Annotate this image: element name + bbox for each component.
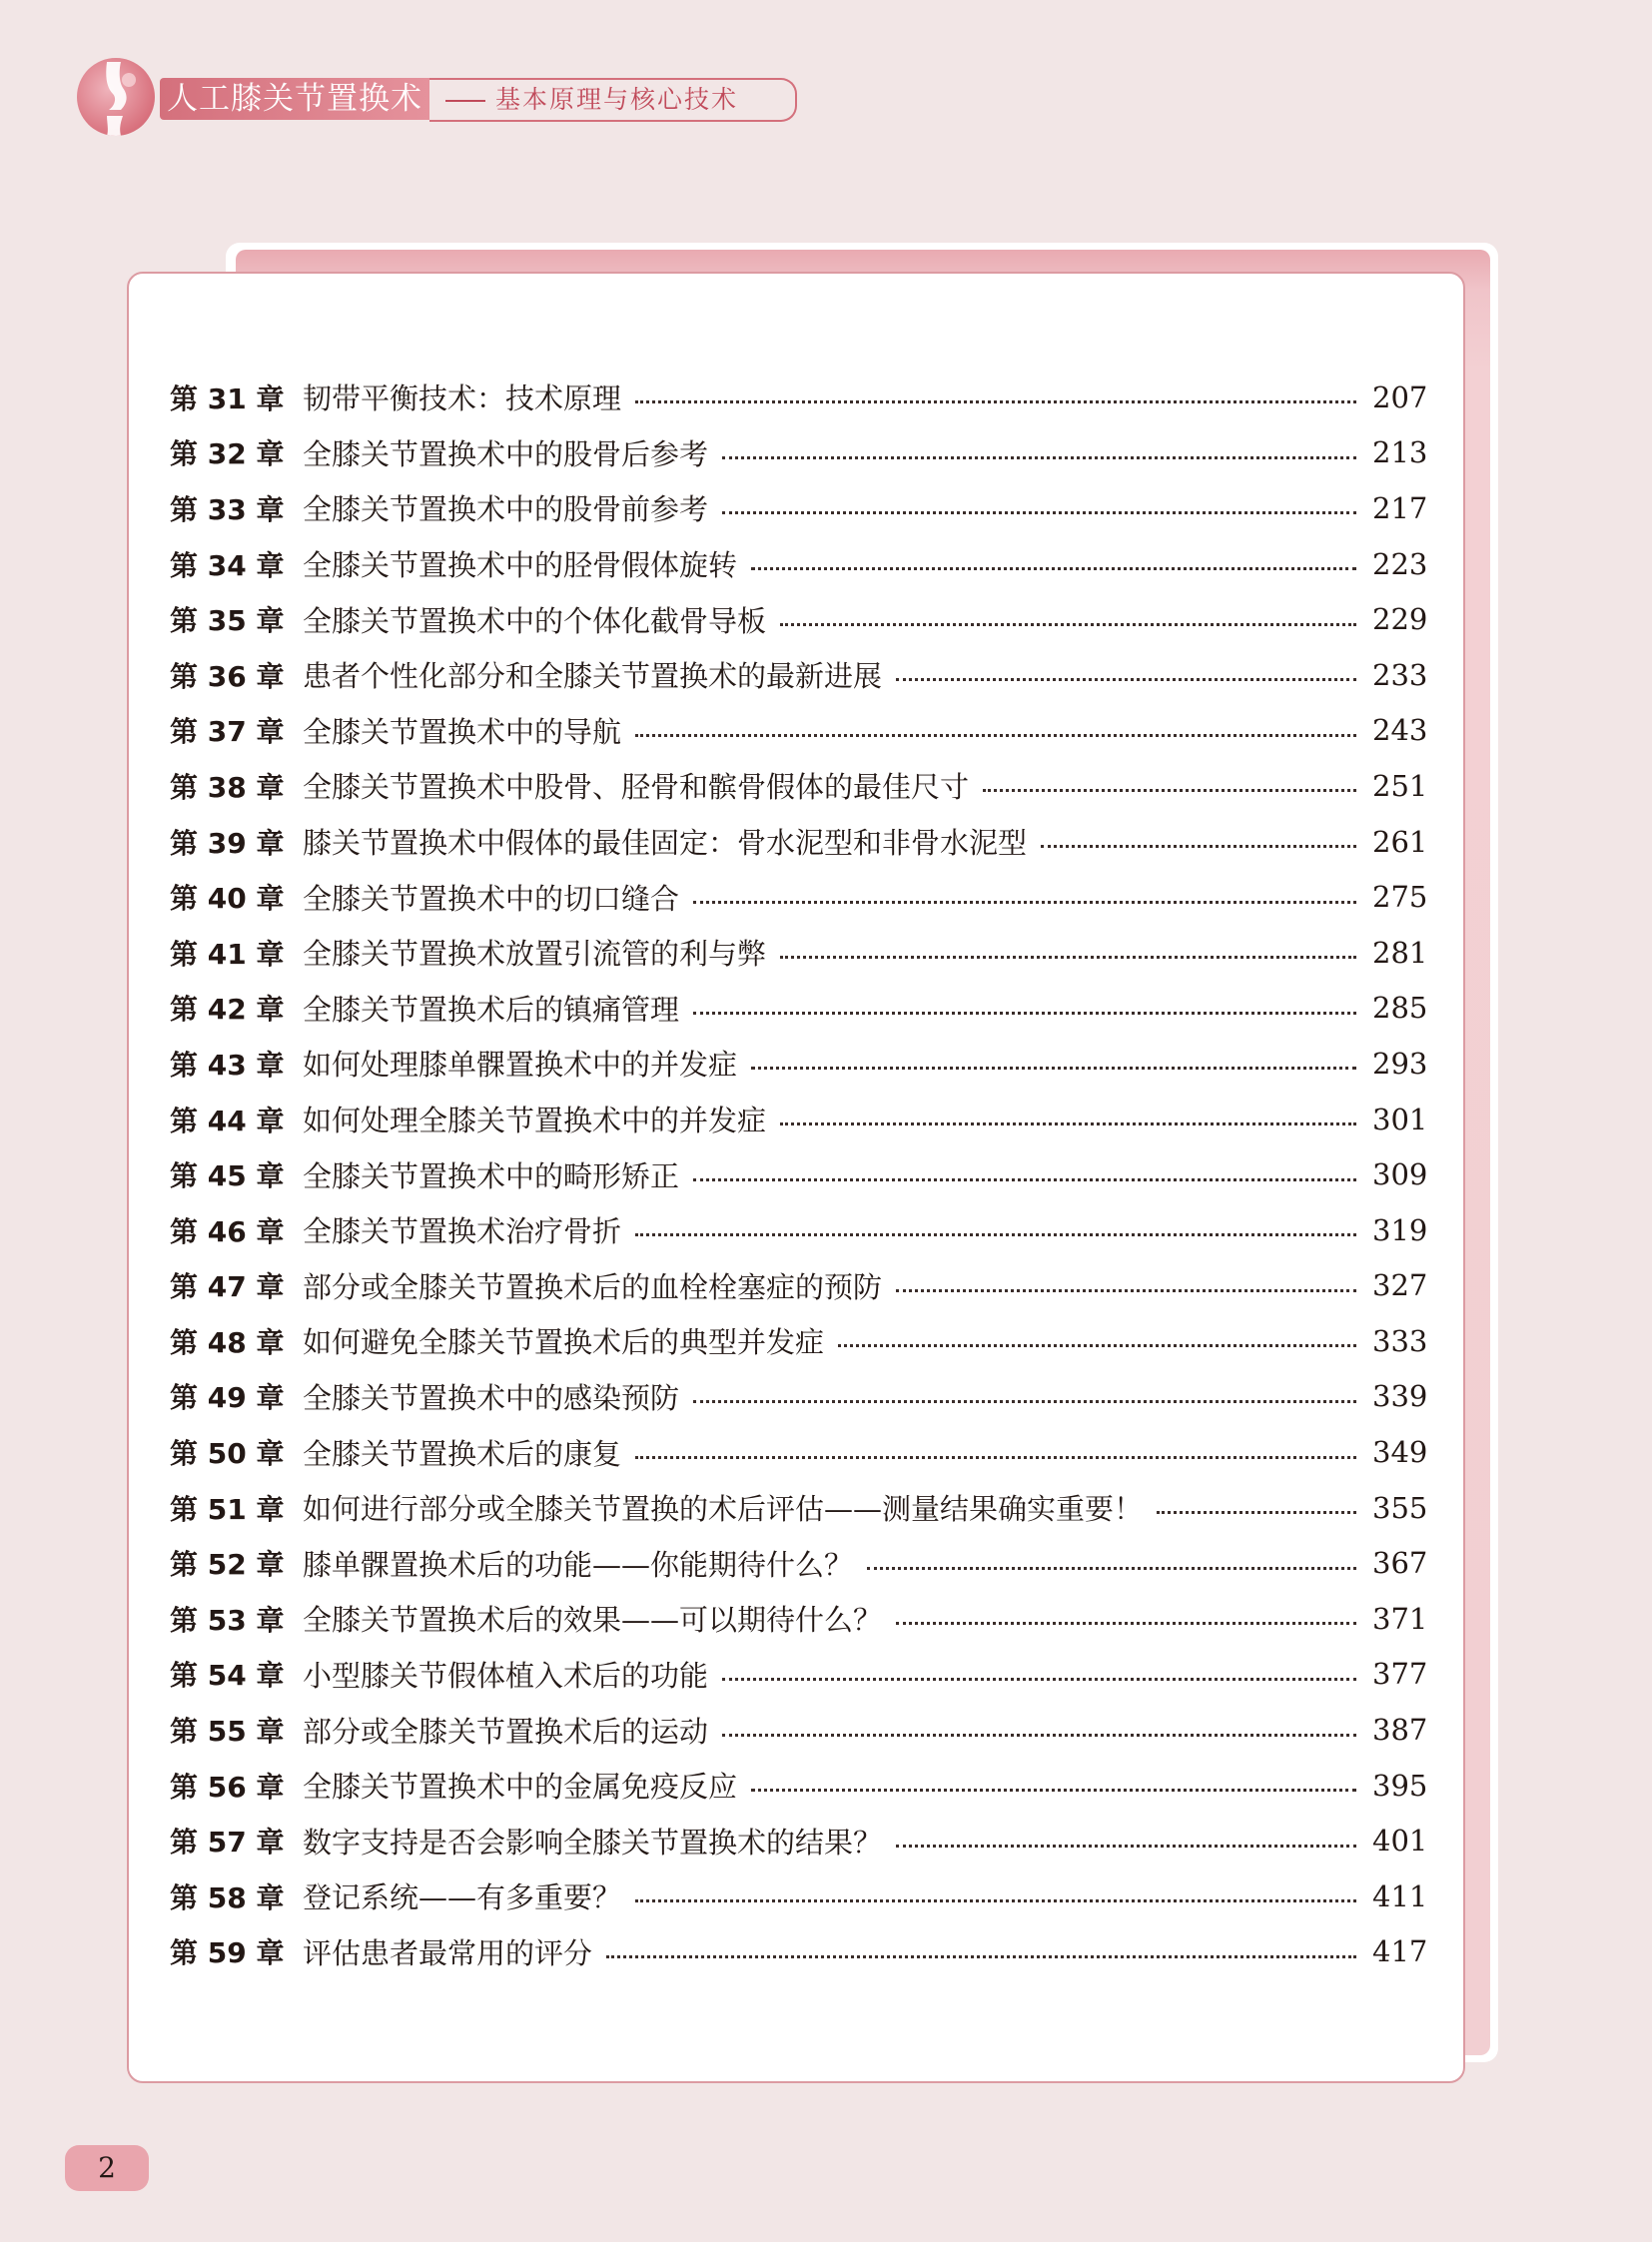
chapter-page-number: 309 (1372, 1157, 1428, 1192)
dot-leader (751, 1789, 1356, 1792)
dot-leader (693, 1012, 1356, 1015)
dot-leader (983, 789, 1356, 792)
toc-entry[interactable] (170, 647, 1428, 703)
dot-leader (722, 1678, 1356, 1681)
toc-entry[interactable] (170, 1036, 1428, 1092)
toc-entry[interactable] (170, 536, 1428, 592)
toc-entry[interactable] (170, 703, 1428, 759)
chapter-number: 第 55 章 (170, 1715, 285, 1749)
chapter-title: 全膝关节置换术中的导航 (303, 714, 622, 749)
chapter-title: 如何避免全膝关节置换术后的典型并发症 (303, 1325, 825, 1360)
chapter-title: 全膝关节置换术中的股骨后参考 (303, 436, 709, 471)
toc-entry[interactable] (170, 1591, 1428, 1647)
dot-leader (896, 1289, 1356, 1292)
chapter-page-number: 243 (1372, 713, 1428, 748)
dot-leader (751, 567, 1356, 570)
book-title-banner (160, 78, 429, 120)
chapter-title: 部分或全膝关节置换术后的运动 (303, 1714, 709, 1749)
chapter-title: 膝关节置换术中假体的最佳固定：骨水泥型和非骨水泥型 (303, 826, 1028, 861)
chapter-number: 第 54 章 (170, 1659, 285, 1693)
chapter-page-number: 417 (1372, 1934, 1428, 1969)
chapter-title: 全膝关节置换术中的个体化截骨导板 (303, 603, 767, 638)
chapter-number: 第 42 章 (170, 993, 285, 1027)
dot-leader (896, 1845, 1356, 1848)
chapter-title: 全膝关节置换术中的金属免疫反应 (303, 1770, 738, 1805)
chapter-page-number: 223 (1372, 546, 1428, 581)
chapter-number: 第 40 章 (170, 882, 285, 916)
chapter-title: 如何处理膝单髁置换术中的并发症 (303, 1048, 738, 1083)
chapter-page-number: 333 (1372, 1323, 1428, 1358)
chapter-number: 第 31 章 (170, 381, 285, 415)
chapter-title: 部分或全膝关节置换术后的血栓栓塞症的预防 (303, 1269, 883, 1304)
toc-entry[interactable] (170, 425, 1428, 481)
chapter-title: 全膝关节置换术放置引流管的利与弊 (303, 937, 767, 972)
chapter-title: 膝单髁置换术后的功能——你能期待什么？ (303, 1547, 854, 1582)
dot-leader (635, 400, 1356, 403)
toc-entry[interactable] (170, 758, 1428, 814)
chapter-title: 如何进行部分或全膝关节置换的术后评估——测量结果确实重要！ (303, 1492, 1144, 1527)
dot-leader (838, 1344, 1356, 1347)
toc-entry[interactable] (170, 1313, 1428, 1369)
chapter-page-number: 319 (1372, 1212, 1428, 1247)
toc-entry[interactable] (170, 1647, 1428, 1703)
chapter-number: 第 49 章 (170, 1381, 285, 1415)
chapter-page-number: 411 (1372, 1878, 1428, 1913)
toc-entry[interactable] (170, 1702, 1428, 1758)
chapter-number: 第 53 章 (170, 1603, 285, 1637)
chapter-page-number: 377 (1372, 1657, 1428, 1692)
chapter-page-number: 293 (1372, 1046, 1428, 1081)
dot-leader (635, 1899, 1356, 1902)
dot-leader (722, 511, 1356, 514)
chapter-page-number: 261 (1372, 824, 1428, 859)
chapter-page-number: 281 (1372, 935, 1428, 970)
toc-entry[interactable] (170, 480, 1428, 536)
chapter-title: 如何处理全膝关节置换术中的并发症 (303, 1104, 767, 1138)
chapter-page-number: 355 (1372, 1490, 1428, 1525)
chapter-number: 第 34 章 (170, 548, 285, 582)
chapter-number: 第 36 章 (170, 659, 285, 693)
chapter-title: 全膝关节置换术中股骨、胫骨和髌骨假体的最佳尺寸 (303, 770, 970, 805)
dot-leader (722, 456, 1356, 459)
dot-leader (896, 678, 1356, 681)
dot-leader (722, 1734, 1356, 1737)
toc-entry[interactable] (170, 370, 1428, 425)
chapter-page-number: 401 (1372, 1824, 1428, 1859)
chapter-page-number: 349 (1372, 1435, 1428, 1470)
chapter-title: 全膝关节置换术后的镇痛管理 (303, 992, 680, 1027)
chapter-title: 评估患者最常用的评分 (303, 1935, 593, 1970)
chapter-title: 全膝关节置换术治疗骨折 (303, 1214, 622, 1249)
chapter-number: 第 43 章 (170, 1048, 285, 1082)
chapter-title: 登记系统——有多重要？ (303, 1880, 622, 1915)
chapter-number: 第 59 章 (170, 1936, 285, 1970)
chapter-title: 全膝关节置换术中的切口缝合 (303, 881, 680, 916)
dot-leader (693, 1400, 1356, 1403)
toc-entry[interactable] (170, 591, 1428, 647)
book-title: 人工膝关节置换术 (167, 81, 422, 117)
dot-leader (780, 623, 1356, 626)
dot-leader (635, 1456, 1356, 1459)
chapter-number: 第 45 章 (170, 1159, 285, 1193)
toc-entry[interactable] (170, 1758, 1428, 1814)
dot-leader (780, 1122, 1356, 1125)
chapter-page-number: 229 (1372, 602, 1428, 637)
toc-entry[interactable] (170, 1924, 1428, 1980)
dot-leader (1157, 1511, 1356, 1514)
knee-joint-icon (77, 58, 155, 136)
dot-leader (780, 956, 1356, 959)
chapter-page-number: 275 (1372, 880, 1428, 915)
chapter-page-number: 395 (1372, 1768, 1428, 1803)
chapter-number: 第 35 章 (170, 604, 285, 638)
toc-entry[interactable] (170, 1258, 1428, 1314)
chapter-page-number: 301 (1372, 1102, 1428, 1136)
chapter-number: 第 50 章 (170, 1437, 285, 1471)
dot-leader (693, 901, 1356, 904)
toc-entry[interactable] (170, 1535, 1428, 1591)
chapter-page-number: 217 (1372, 490, 1428, 525)
toc-entry[interactable] (170, 869, 1428, 925)
table-of-contents (170, 370, 1428, 1979)
chapter-number: 第 32 章 (170, 437, 285, 471)
toc-entry[interactable] (170, 1146, 1428, 1202)
chapter-number: 第 44 章 (170, 1104, 285, 1137)
subtitle-dash (445, 100, 485, 102)
chapter-number: 第 48 章 (170, 1325, 285, 1359)
dot-leader (751, 1067, 1356, 1070)
chapter-number: 第 46 章 (170, 1214, 285, 1248)
chapter-number: 第 58 章 (170, 1880, 285, 1914)
toc-entry[interactable] (170, 1480, 1428, 1536)
dot-leader (606, 1955, 1356, 1958)
toc-entry[interactable] (170, 1202, 1428, 1258)
toc-entry[interactable] (170, 925, 1428, 981)
chapter-title: 全膝关节置换术中的股骨前参考 (303, 492, 709, 527)
toc-entry[interactable] (170, 981, 1428, 1037)
dot-leader (867, 1567, 1356, 1570)
book-logo (77, 58, 155, 136)
toc-entry[interactable] (170, 1424, 1428, 1480)
toc-entry[interactable] (170, 814, 1428, 870)
dot-leader (896, 1622, 1356, 1625)
toc-entry[interactable] (170, 1868, 1428, 1924)
chapter-title: 全膝关节置换术中的畸形矫正 (303, 1158, 680, 1193)
toc-entry[interactable] (170, 1369, 1428, 1425)
chapter-number: 第 47 章 (170, 1270, 285, 1304)
chapter-title: 患者个性化部分和全膝关节置换术的最新进展 (303, 659, 883, 694)
chapter-title: 数字支持是否会影响全膝关节置换术的结果？ (303, 1825, 883, 1860)
dot-leader (1041, 845, 1356, 848)
chapter-page-number: 213 (1372, 435, 1428, 470)
chapter-page-number: 387 (1372, 1713, 1428, 1748)
dot-leader (693, 1178, 1356, 1181)
chapter-number: 第 41 章 (170, 937, 285, 971)
chapter-page-number: 251 (1372, 768, 1428, 803)
chapter-page-number: 371 (1372, 1601, 1428, 1636)
toc-entry[interactable] (170, 1092, 1428, 1147)
chapter-number: 第 57 章 (170, 1826, 285, 1860)
chapter-number: 第 37 章 (170, 715, 285, 749)
chapter-page-number: 285 (1372, 991, 1428, 1026)
dot-leader (635, 1233, 1356, 1236)
chapter-title: 韧带平衡技术：技术原理 (303, 381, 622, 416)
chapter-number: 第 51 章 (170, 1492, 285, 1526)
chapter-title: 小型膝关节假体植入术后的功能 (303, 1658, 709, 1693)
book-subtitle: 基本原理与核心技术 (495, 85, 739, 114)
chapter-number: 第 38 章 (170, 770, 285, 804)
chapter-number: 第 52 章 (170, 1548, 285, 1582)
chapter-page-number: 207 (1372, 379, 1428, 414)
chapter-page-number: 367 (1372, 1546, 1428, 1581)
toc-entry[interactable] (170, 1813, 1428, 1868)
chapter-title: 全膝关节置换术后的康复 (303, 1436, 622, 1471)
chapter-number: 第 33 章 (170, 492, 285, 526)
chapter-title: 全膝关节置换术中的胫骨假体旋转 (303, 548, 738, 583)
chapter-number: 第 39 章 (170, 826, 285, 860)
chapter-number: 第 56 章 (170, 1770, 285, 1804)
book-subtitle-banner (429, 78, 797, 122)
chapter-page-number: 327 (1372, 1268, 1428, 1303)
chapter-title: 全膝关节置换术中的感染预防 (303, 1380, 680, 1415)
chapter-page-number: 233 (1372, 657, 1428, 692)
page-number: 2 (65, 2145, 149, 2191)
dot-leader (635, 734, 1356, 737)
chapter-title: 全膝关节置换术后的效果——可以期待什么？ (303, 1603, 883, 1638)
chapter-page-number: 339 (1372, 1379, 1428, 1414)
